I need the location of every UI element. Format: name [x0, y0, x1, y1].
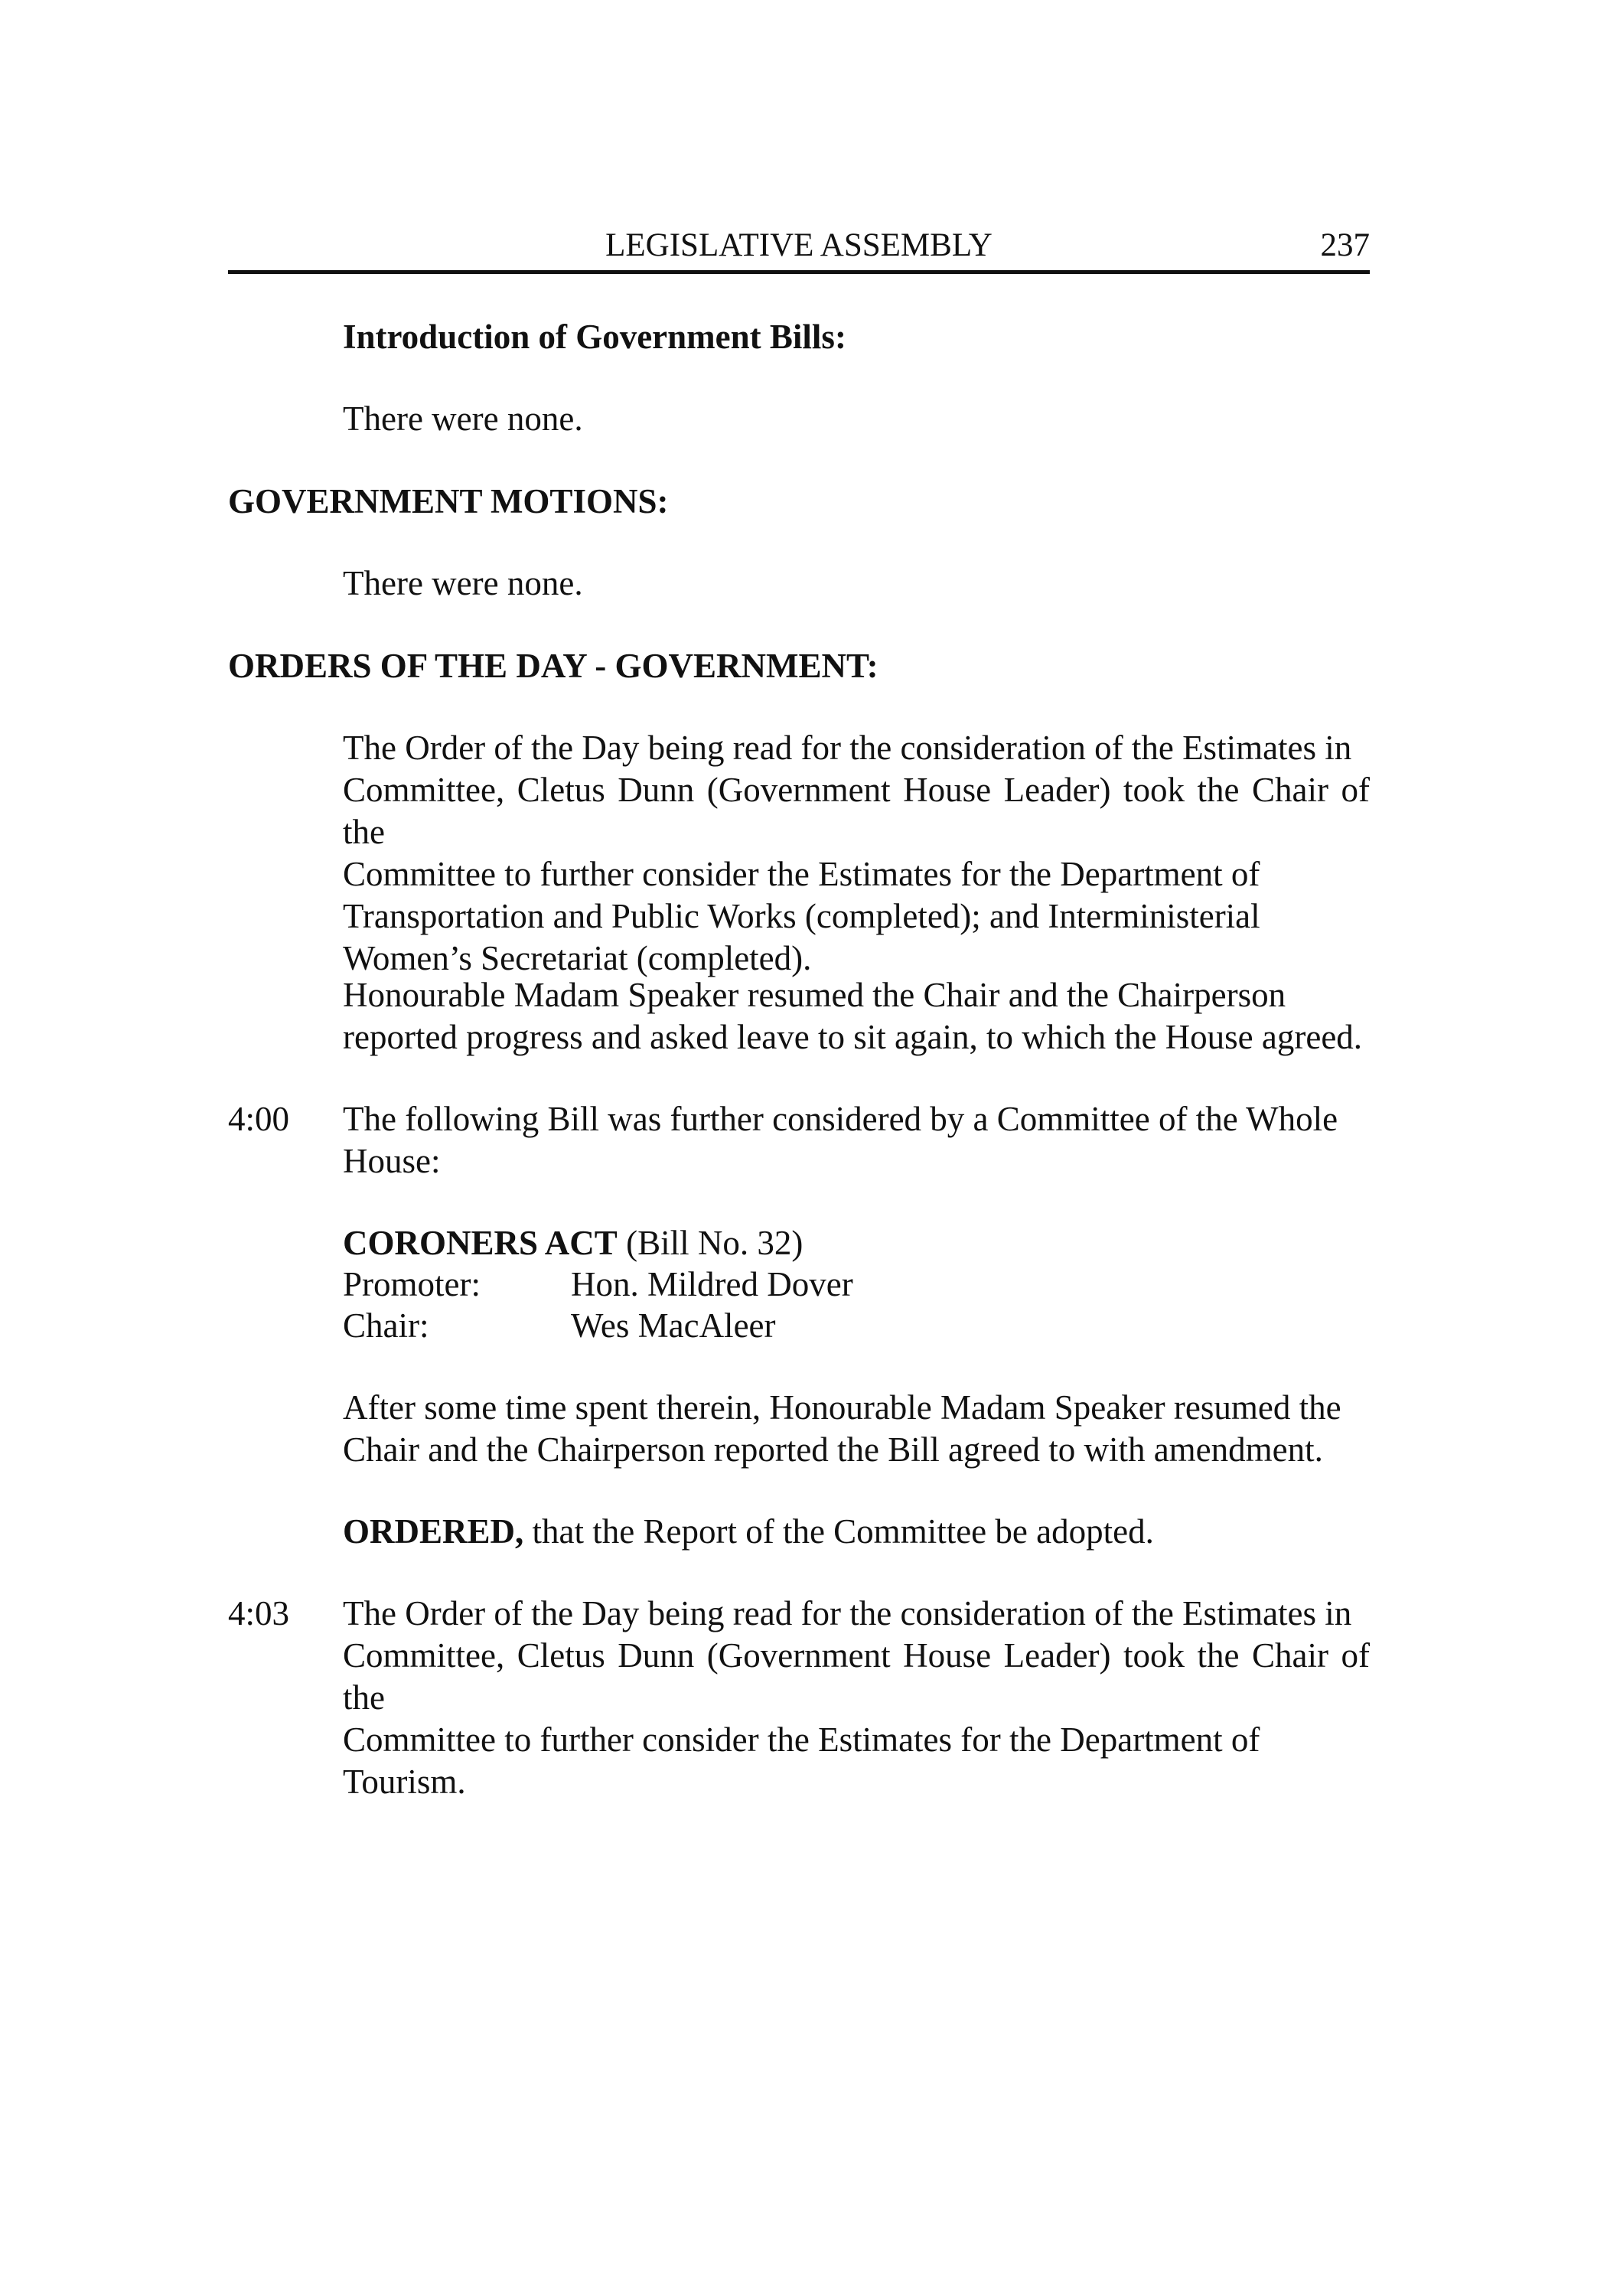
text-line: Committee to further consider the Estimates for the Department of — [343, 855, 1260, 893]
text-line: Chair and the Chairperson reported the Bill agreed to with amendment. — [343, 1430, 1323, 1469]
bill-number: (Bill No. 32) — [626, 1224, 804, 1262]
intro-bills-heading: Introduction of Government Bills: — [343, 318, 846, 356]
text-line: reported progress and asked leave to sit again, to which the House agreed. — [343, 1018, 1363, 1056]
bill-title — [343, 1222, 1370, 1264]
orders-paragraph-2 — [343, 974, 1370, 1058]
after-paragraph — [343, 1387, 1370, 1471]
header-title: LEGISLATIVE ASSEMBLY — [605, 227, 993, 263]
text-line: The Order of the Day being read for the consideration of the Estimates in — [343, 1594, 1352, 1632]
gov-motions-heading: GOVERNMENT MOTIONS: — [228, 482, 669, 520]
chair-value: Wes MacAleer — [571, 1306, 776, 1345]
text-line: The following Bill was further considered by a Committee of the Whole — [343, 1100, 1338, 1138]
intro-bills-text: There were none. — [343, 400, 583, 438]
entry-400-text — [343, 1098, 1370, 1182]
text-line: The Order of the Day being read for the consideration of the Estimates in — [343, 729, 1352, 767]
page-number: 237 — [1320, 227, 1370, 263]
page-header — [228, 224, 1370, 274]
text-line: Committee, Cletus Dunn (Government House Leader) took the Chair of the — [343, 771, 1370, 851]
text-line: After some time spent therein, Honourable Madam Speaker resumed the — [343, 1388, 1341, 1427]
ordered-paragraph — [343, 1511, 1370, 1553]
time-stamp: 4:03 — [228, 1594, 290, 1632]
text-line: Honourable Madam Speaker resumed the Chair and the Chairperson — [343, 976, 1286, 1014]
time-stamp: 4:00 — [228, 1100, 290, 1138]
chair-label: Chair: — [343, 1306, 429, 1345]
text-line: House: — [343, 1142, 441, 1180]
orders-paragraph-1 — [343, 727, 1370, 980]
promoter-value: Hon. Mildred Dover — [571, 1265, 853, 1303]
text-line: Committee, Cletus Dunn (Government House Leader) took the Chair of the — [343, 1636, 1370, 1717]
bill-name: CORONERS ACT — [343, 1224, 618, 1262]
ordered-keyword: ORDERED, — [343, 1512, 524, 1551]
gov-motions-text: There were none. — [343, 564, 583, 602]
entry-403-text — [343, 1593, 1370, 1803]
promoter-label: Promoter: — [343, 1265, 481, 1303]
orders-heading: ORDERS OF THE DAY - GOVERNMENT: — [228, 647, 878, 685]
text-line: Transportation and Public Works (completed); and Interministerial — [343, 897, 1260, 935]
text-line: Tourism. — [343, 1763, 466, 1801]
text-line: Committee to further consider the Estimates for the Department of — [343, 1720, 1260, 1759]
ordered-text: that the Report of the Committee be adopted. — [532, 1512, 1154, 1551]
text-line: Women’s Secretariat (completed). — [343, 939, 812, 977]
